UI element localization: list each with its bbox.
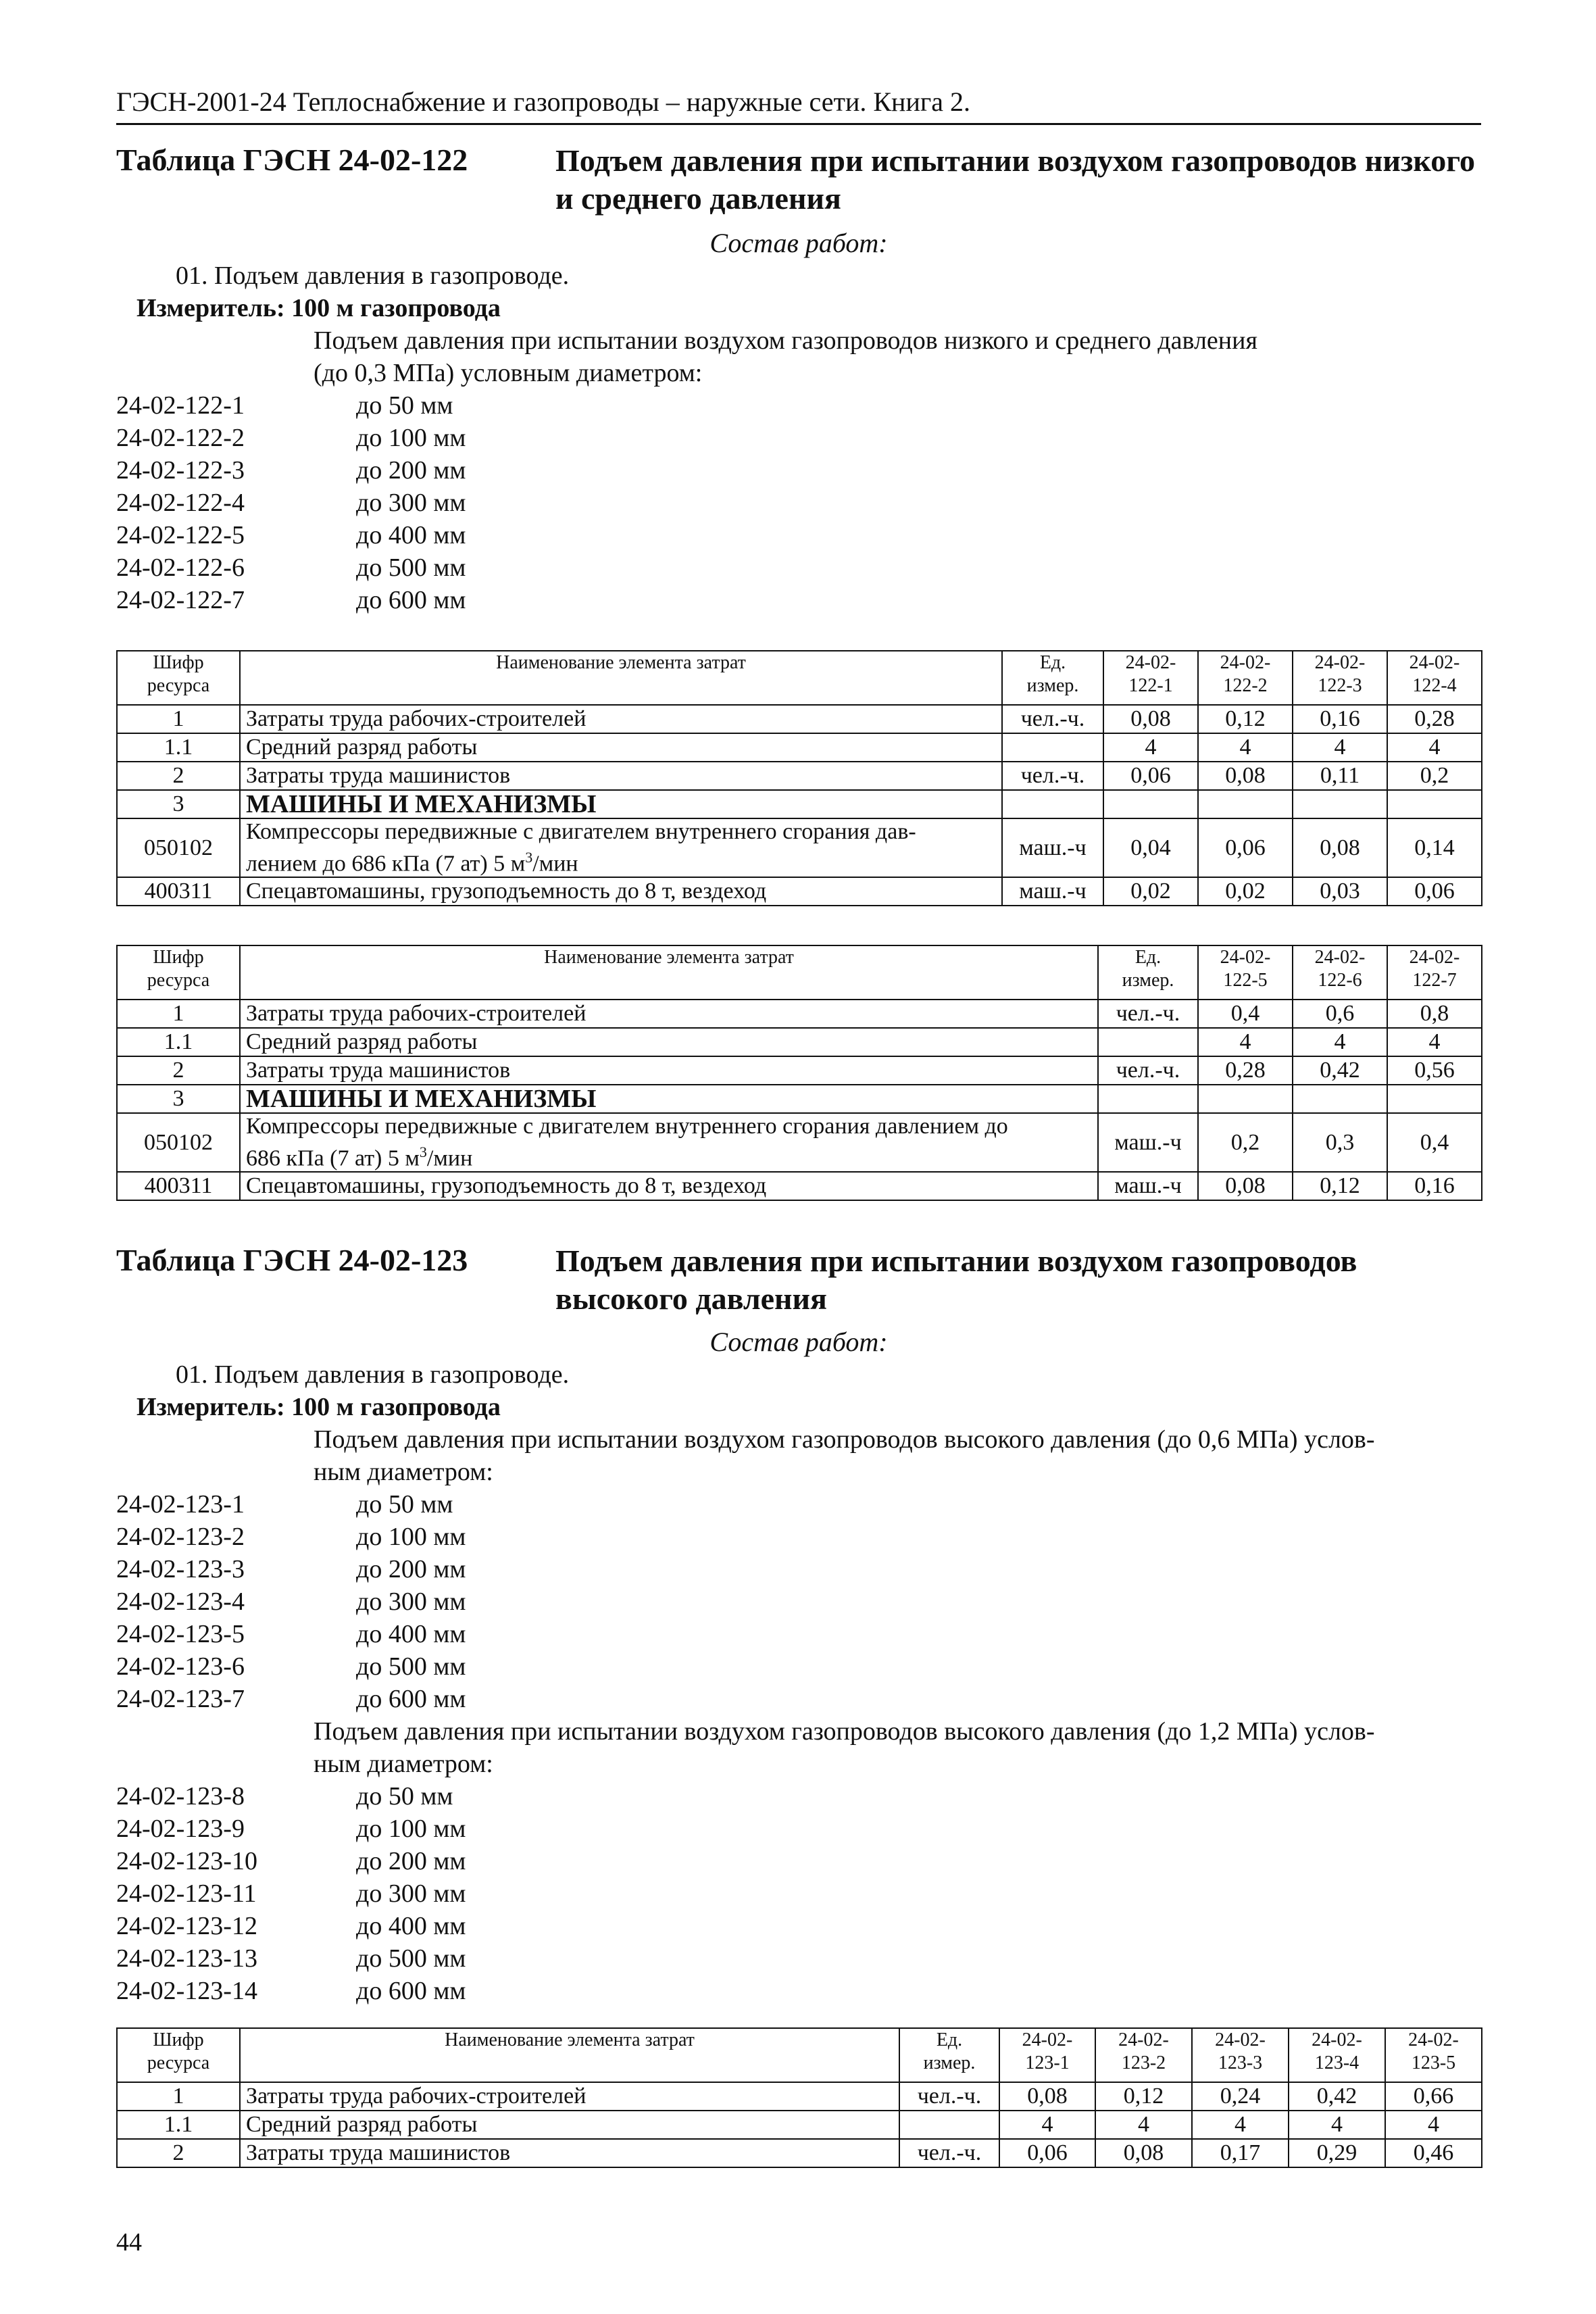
code-number: 24-02-123-14 (116, 1977, 257, 2005)
code-number: 24-02-122-5 (116, 521, 245, 549)
value-cell: 4 (1192, 2111, 1289, 2139)
value-cell (1293, 1085, 1387, 1113)
unit-of-measure: маш.-ч (1098, 1113, 1198, 1172)
col-header-code-column: 24-02- 123-5 (1385, 2028, 1482, 2082)
page-number: 44 (116, 2228, 142, 2257)
table-row (117, 1000, 1482, 1028)
meter-line (136, 292, 501, 324)
value-cell (1293, 790, 1387, 818)
resource-code: 400311 (117, 1172, 240, 1200)
value-cell: 0,16 (1293, 705, 1387, 733)
unit-of-measure (1098, 1085, 1198, 1113)
value-cell: 4 (1103, 733, 1198, 762)
header-row (117, 945, 1482, 1000)
resource-code: 050102 (117, 818, 240, 877)
col-header-code-column: 24-02- 123-1 (999, 2028, 1095, 2082)
code-description: до 300 мм (356, 1879, 466, 1908)
resource-code: 1.1 (117, 733, 240, 762)
value-cell (1103, 790, 1198, 818)
value-cell: 4 (1293, 733, 1387, 762)
code-number: 24-02-123-11 (116, 1879, 257, 1908)
value-cell: 0,29 (1289, 2139, 1385, 2167)
code-description: до 50 мм (356, 1782, 453, 1811)
meter-label: Измеритель: (136, 294, 285, 322)
value-cell: 0,12 (1095, 2082, 1192, 2111)
composition-label: Состав работ: (709, 228, 888, 258)
table-title: Подъем давления при испытании воздухом газопроводов низкого и среднего давления (555, 143, 1476, 216)
value-cell: 4 (999, 2111, 1095, 2139)
table-title: Подъем давления при испытании воздухом газопроводов высокого давления (555, 1244, 1357, 1316)
table-row (117, 1085, 1482, 1113)
col-header-code-column: 24-02- 122-2 (1198, 651, 1293, 705)
code-description: до 50 мм (356, 391, 453, 420)
col-header-code-column: 24-02- 123-4 (1289, 2028, 1385, 2082)
value-cell: 0,06 (1198, 818, 1293, 877)
resource-table-122-b (116, 945, 1482, 1201)
col-header-code-column: 24-02- 122-4 (1387, 651, 1482, 705)
code-number: 24-02-122-2 (116, 424, 245, 452)
description-line: (до 0,3 МПа) условным диаметром: (314, 359, 703, 387)
unit-of-measure (1002, 733, 1103, 762)
resource-name: Средний разряд работы (240, 733, 1002, 762)
table-row (117, 1056, 1482, 1085)
value-cell: 0,08 (1198, 762, 1293, 790)
code-number: 24-02-123-9 (116, 1815, 245, 1843)
value-cell: 0,3 (1293, 1113, 1387, 1172)
resource-code: 050102 (117, 1113, 240, 1172)
code-description: до 100 мм (356, 1815, 466, 1843)
running-header: ГЭСН-2001-24 Теплоснабжение и газопроводы – наружные сети. Книга 2. (116, 85, 1481, 125)
value-cell: 4 (1095, 2111, 1192, 2139)
code-number: 24-02-122-4 (116, 489, 245, 517)
table-row (117, 790, 1482, 818)
code-number: 24-02-123-5 (116, 1620, 245, 1648)
code-description: до 200 мм (356, 456, 466, 485)
col-header-code-column: 24-02- 122-1 (1103, 651, 1198, 705)
col-header-code-column: 24-02- 122-6 (1293, 945, 1387, 1000)
table-row (117, 818, 1482, 877)
meter-line (136, 1391, 501, 1423)
col-header-unit: Ед. измер. (1002, 651, 1103, 705)
code-number: 24-02-122-6 (116, 553, 245, 582)
code-description: до 400 мм (356, 521, 466, 549)
meter-value: 100 м газопровода (291, 1393, 501, 1421)
resource-name: Спецавтомашины, грузоподъемность до 8 т, вездеход (240, 877, 1002, 906)
resource-table-122-a (116, 650, 1482, 906)
resource-name: Затраты труда машинистов (240, 1056, 1098, 1085)
unit-of-measure: чел.-ч. (1098, 1000, 1198, 1028)
code-number: 24-02-123-10 (116, 1847, 257, 1875)
table-row (117, 1113, 1482, 1172)
resource-name: Затраты труда рабочих-строителей (240, 2082, 899, 2111)
description-line: Подъем давления при испытании воздухом газопроводов низкого и среднего давления (314, 326, 1257, 355)
header-row (117, 2028, 1482, 2082)
code-description: до 500 мм (356, 1944, 466, 1973)
value-cell: 0,17 (1192, 2139, 1289, 2167)
resource-name: Затраты труда машинистов (240, 762, 1002, 790)
code-number: 24-02-123-1 (116, 1490, 245, 1519)
col-header-code-column: 24-02- 122-5 (1198, 945, 1293, 1000)
col-header-code-column: 24-02- 122-7 (1387, 945, 1482, 1000)
meter-label: Измеритель: (136, 1393, 285, 1421)
resource-code: 2 (117, 762, 240, 790)
value-cell: 4 (1385, 2111, 1482, 2139)
value-cell: 0,28 (1198, 1056, 1293, 1085)
col-header-code: Шифр ресурса (117, 2028, 240, 2082)
value-cell: 0,02 (1103, 877, 1198, 906)
code-description: до 600 мм (356, 586, 466, 614)
unit-of-measure (1098, 1028, 1198, 1056)
description-line: ным диаметром: (314, 1458, 493, 1486)
code-description: до 600 мм (356, 1977, 466, 2005)
col-header-code-column: 24-02- 122-3 (1293, 651, 1387, 705)
value-cell: 4 (1289, 2111, 1385, 2139)
table-row (117, 762, 1482, 790)
value-cell: 0,4 (1387, 1113, 1482, 1172)
table-row (117, 2139, 1482, 2167)
resource-code: 1 (117, 1000, 240, 1028)
value-cell: 0,06 (1387, 877, 1482, 906)
code-number: 24-02-123-7 (116, 1685, 245, 1713)
code-number: 24-02-123-8 (116, 1782, 245, 1811)
value-cell: 0,16 (1387, 1172, 1482, 1200)
col-header-unit: Ед. измер. (899, 2028, 999, 2082)
value-cell (1198, 1085, 1293, 1113)
work-item: 01. Подъем давления в газопроводе. (176, 262, 570, 290)
description-line: Подъем давления при испытании воздухом газопроводов высокого давления (до 1,2 МПа) услов- (314, 1717, 1375, 1746)
code-number: 24-02-123-4 (116, 1587, 245, 1616)
value-cell: 0,42 (1293, 1056, 1387, 1085)
resource-code: 3 (117, 1085, 240, 1113)
resource-code: 2 (117, 2139, 240, 2167)
code-description: до 400 мм (356, 1620, 466, 1648)
table-row (117, 877, 1482, 906)
value-cell: 0,4 (1198, 1000, 1293, 1028)
code-number: 24-02-123-2 (116, 1523, 245, 1551)
resource-code: 1 (117, 2082, 240, 2111)
work-item: 01. Подъем давления в газопроводе. (176, 1360, 570, 1389)
resource-name: Затраты труда рабочих-строителей (240, 1000, 1098, 1028)
value-cell: 0,08 (1103, 705, 1198, 733)
value-cell: 4 (1293, 1028, 1387, 1056)
value-cell: 0,24 (1192, 2082, 1289, 2111)
value-cell: 0,08 (1198, 1172, 1293, 1200)
code-number: 24-02-122-7 (116, 586, 245, 614)
resource-name: МАШИНЫ И МЕХАНИЗМЫ (240, 790, 1002, 818)
resource-table-123-a (116, 2027, 1482, 2168)
unit-of-measure: чел.-ч. (1002, 762, 1103, 790)
value-cell: 0,06 (999, 2139, 1095, 2167)
col-header-code-column: 24-02- 123-2 (1095, 2028, 1192, 2082)
resource-code: 2 (117, 1056, 240, 1085)
resource-name: Затраты труда машинистов (240, 2139, 899, 2167)
unit-of-measure: чел.-ч. (899, 2082, 999, 2111)
code-number: 24-02-122-1 (116, 391, 245, 420)
code-number: 24-02-123-12 (116, 1912, 257, 1940)
unit-of-measure: маш.-ч (1002, 877, 1103, 906)
col-header-code: Шифр ресурса (117, 651, 240, 705)
table-row (117, 733, 1482, 762)
unit-of-measure (899, 2111, 999, 2139)
code-description: до 100 мм (356, 424, 466, 452)
value-cell: 4 (1387, 1028, 1482, 1056)
description-line: Подъем давления при испытании воздухом газопроводов высокого давления (до 0,6 МПа) услов- (314, 1425, 1375, 1454)
header-row (117, 651, 1482, 705)
code-number: 24-02-122-3 (116, 456, 245, 485)
unit-of-measure: маш.-ч (1002, 818, 1103, 877)
code-description: до 200 мм (356, 1847, 466, 1875)
resource-name: Средний разряд работы (240, 2111, 899, 2139)
resource-code: 400311 (117, 877, 240, 906)
resource-name: Средний разряд работы (240, 1028, 1098, 1056)
value-cell: 0,12 (1198, 705, 1293, 733)
resource-name: Спецавтомашины, грузоподъемность до 8 т, вездеход (240, 1172, 1098, 1200)
value-cell: 0,6 (1293, 1000, 1387, 1028)
value-cell: 0,02 (1198, 877, 1293, 906)
value-cell: 0,11 (1293, 762, 1387, 790)
code-description: до 600 мм (356, 1685, 466, 1713)
table-row (117, 1028, 1482, 1056)
table-row (117, 2082, 1482, 2111)
value-cell: 0,28 (1387, 705, 1482, 733)
resource-code: 1.1 (117, 1028, 240, 1056)
value-cell (1198, 790, 1293, 818)
code-description: до 50 мм (356, 1490, 453, 1519)
resource-name: Компрессоры передвижные с двигателем внутреннего сгорания дав- лением до 686 кПа (7 ат) 5 $м^3$/мин (240, 818, 1002, 877)
unit-of-measure (1002, 790, 1103, 818)
value-cell: 0,08 (1293, 818, 1387, 877)
value-cell: 0,56 (1387, 1056, 1482, 1085)
code-description: до 200 мм (356, 1555, 466, 1583)
col-header-name: Наименование элемента затрат (240, 945, 1098, 1000)
col-header-unit: Ед. измер. (1098, 945, 1198, 1000)
unit-of-measure: чел.-ч. (899, 2139, 999, 2167)
value-cell (1387, 790, 1482, 818)
code-description: до 300 мм (356, 489, 466, 517)
resource-name: МАШИНЫ И МЕХАНИЗМЫ (240, 1085, 1098, 1113)
meter-value: 100 м газопровода (291, 294, 501, 322)
resource-name: Затраты труда рабочих-строителей (240, 705, 1002, 733)
code-description: до 500 мм (356, 553, 466, 582)
value-cell: 0,2 (1387, 762, 1482, 790)
table-row (117, 705, 1482, 733)
resource-name: Компрессоры передвижные с двигателем внутреннего сгорания давлением до 686 кПа (7 ат) 5 $м^3$/мин (240, 1113, 1098, 1172)
code-number: 24-02-123-3 (116, 1555, 245, 1583)
table-number: Таблица ГЭСН 24-02-122 (116, 143, 468, 177)
value-cell: 0,46 (1385, 2139, 1482, 2167)
value-cell: 0,03 (1293, 877, 1387, 906)
value-cell: 4 (1198, 733, 1293, 762)
code-description: до 500 мм (356, 1652, 466, 1681)
value-cell: 0,66 (1385, 2082, 1482, 2111)
code-description: до 100 мм (356, 1523, 466, 1551)
col-header-code-column: 24-02- 123-3 (1192, 2028, 1289, 2082)
unit-of-measure: чел.-ч. (1098, 1056, 1198, 1085)
value-cell: 0,8 (1387, 1000, 1482, 1028)
code-number: 24-02-123-6 (116, 1652, 245, 1681)
composition-label: Состав работ: (709, 1327, 888, 1357)
code-description: до 300 мм (356, 1587, 466, 1616)
value-cell: 0,2 (1198, 1113, 1293, 1172)
value-cell: 0,04 (1103, 818, 1198, 877)
col-header-name: Наименование элемента затрат (240, 2028, 899, 2082)
resource-code: 1.1 (117, 2111, 240, 2139)
code-number: 24-02-123-13 (116, 1944, 257, 1973)
col-header-code: Шифр ресурса (117, 945, 240, 1000)
value-cell: 0,08 (1095, 2139, 1192, 2167)
value-cell: 0,42 (1289, 2082, 1385, 2111)
unit-of-measure: чел.-ч. (1002, 705, 1103, 733)
value-cell: 0,08 (999, 2082, 1095, 2111)
col-header-name: Наименование элемента затрат (240, 651, 1002, 705)
resource-code: 1 (117, 705, 240, 733)
table-number: Таблица ГЭСН 24-02-123 (116, 1243, 468, 1277)
table-row (117, 1172, 1482, 1200)
value-cell (1387, 1085, 1482, 1113)
table-row (117, 2111, 1482, 2139)
value-cell: 0,06 (1103, 762, 1198, 790)
unit-of-measure: маш.-ч (1098, 1172, 1198, 1200)
value-cell: 0,12 (1293, 1172, 1387, 1200)
description-line: ным диаметром: (314, 1750, 493, 1778)
value-cell: 4 (1387, 733, 1482, 762)
code-description: до 400 мм (356, 1912, 466, 1940)
resource-code: 3 (117, 790, 240, 818)
value-cell: 4 (1198, 1028, 1293, 1056)
value-cell: 0,14 (1387, 818, 1482, 877)
